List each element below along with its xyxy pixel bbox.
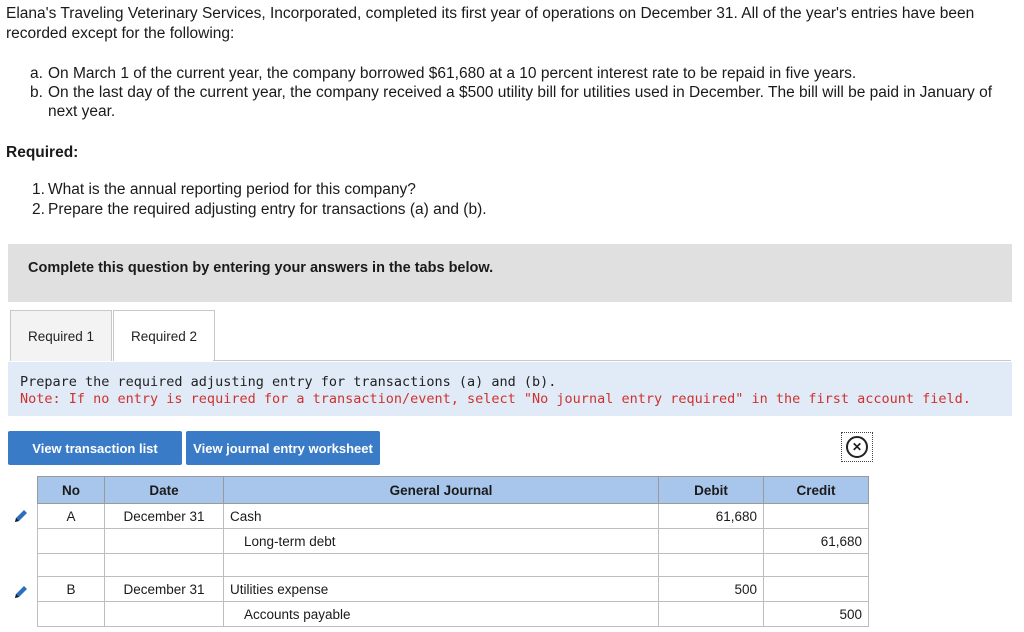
cell-date[interactable]: December 31 [105,577,224,602]
transaction-list [30,64,1020,121]
item-label: a. [30,65,43,82]
header-date: Date [105,477,224,504]
header-no: No [38,477,105,504]
journal-table [37,476,869,627]
close-button[interactable] [841,432,873,462]
cell-date[interactable] [105,529,224,554]
table-row [38,577,869,602]
cell-credit[interactable] [764,577,869,602]
table-row [38,504,869,529]
cell-debit[interactable] [659,529,764,554]
required-item-2 [32,200,487,220]
cell-date[interactable]: December 31 [105,504,224,529]
close-circle-icon: ✕ [846,436,868,458]
tab-required-1[interactable]: Required 1 [10,310,112,361]
item-label: b. [30,84,43,101]
cell-debit[interactable] [659,554,764,577]
pencil-icon[interactable] [12,507,30,525]
table-row [38,554,869,577]
cell-debit[interactable] [659,602,764,627]
tab-required-2[interactable]: Required 2 [113,310,215,361]
transaction-item-a [30,64,1020,83]
cell-credit[interactable] [764,554,869,577]
cell-account[interactable]: Accounts payable [224,602,659,627]
item-text: What is the annual reporting period for this company? [48,181,416,198]
view-journal-worksheet-button[interactable]: View journal entry worksheet [186,431,380,465]
required-list [32,180,487,220]
cell-credit[interactable]: 61,680 [764,529,869,554]
item-label: 1. [32,181,45,198]
view-transaction-list-button[interactable]: View transaction list [8,431,182,465]
header-credit: Credit [764,477,869,504]
cell-account[interactable] [224,554,659,577]
required-heading: Required: [6,144,79,161]
item-label: 2. [32,201,45,218]
table-row [38,602,869,627]
cell-account[interactable]: Long-term debt [224,529,659,554]
problem-intro: Elana's Traveling Veterinary Services, Incorporated, completed its first year of operations on December 31. All of the year's entries have been recorded except for the following: [6,5,975,42]
item-text: On the last day of the current year, the company received a $500 utility bill for utilities used in December. The bill will be paid in January of next year. [48,84,992,120]
banner-text: Complete this question by entering your answers in the tabs below. [28,260,494,276]
cell-credit[interactable] [764,504,869,529]
tab-instructions [8,362,1012,416]
tab-divider [213,360,1011,361]
item-text: On March 1 of the current year, the company borrowed $61,680 at a 10 percent interest rate to be repaid in five years. [48,65,857,82]
cell-debit[interactable]: 61,680 [659,504,764,529]
instructions-banner [8,244,1012,302]
table-row [38,529,869,554]
instruction-text: Prepare the required adjusting entry for transactions (a) and (b). [20,374,557,390]
cell-no [38,554,105,577]
journal-header-row [38,477,869,504]
cell-date[interactable] [105,602,224,627]
cell-account[interactable]: Utilities expense [224,577,659,602]
instruction-note: Note: If no entry is required for a transaction/event, select "No journal entry required" in the first account field. [20,391,971,407]
cell-no: A [38,504,105,529]
cell-account[interactable]: Cash [224,504,659,529]
required-item-1 [32,180,487,200]
cell-date[interactable] [105,554,224,577]
pencil-icon[interactable] [12,583,30,601]
transaction-item-b [30,83,1020,121]
cell-debit[interactable]: 500 [659,577,764,602]
cell-no [38,602,105,627]
cell-credit[interactable]: 500 [764,602,869,627]
item-text: Prepare the required adjusting entry for transactions (a) and (b). [48,201,487,218]
cell-no: B [38,577,105,602]
header-general-journal: General Journal [224,477,659,504]
cell-no [38,529,105,554]
header-debit: Debit [659,477,764,504]
